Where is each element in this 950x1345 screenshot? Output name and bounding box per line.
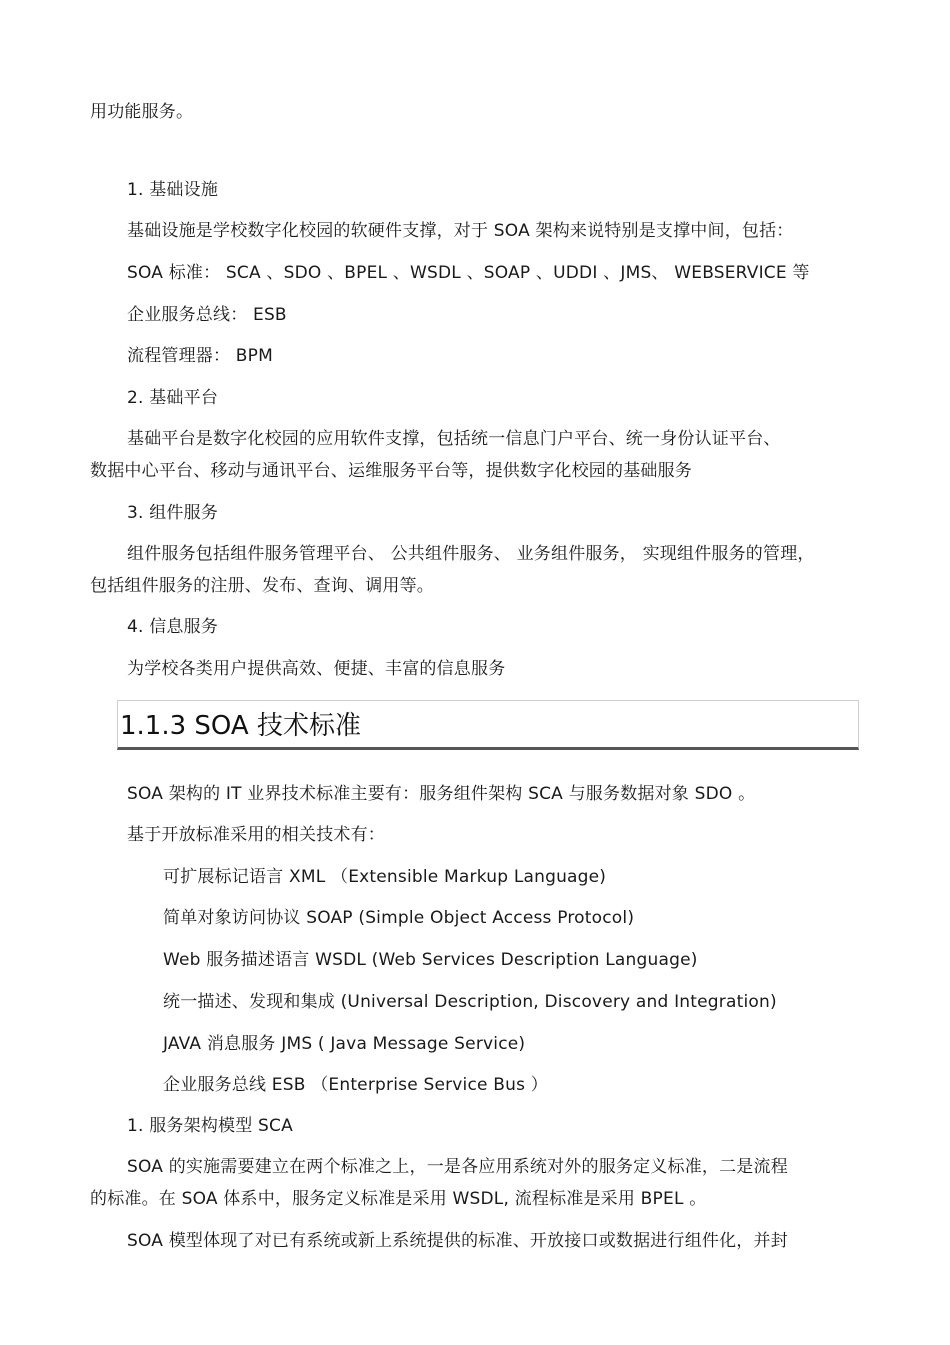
section-title-info: 4. 信息服务 — [127, 617, 219, 637]
section-title-component: 3. 组件服务 — [127, 503, 219, 523]
tech-item: 简单对象访问协议 SOAP (Simple Object Access Protocol) — [163, 908, 635, 928]
section-title-infrastructure: 1. 基础设施 — [127, 180, 219, 200]
text-line: 基于开放标准采用的相关技术有： — [127, 825, 385, 845]
text-line: 基础平台是数字化校园的应用软件支撑，包括统一信息门户平台、统一身份认证平台、 — [127, 429, 781, 449]
section-title-platform: 2. 基础平台 — [127, 388, 219, 408]
text-line: 的标准。在 SOA 体系中，服务定义标准是采用 WSDL, 流程标准是采用 BPEL 。 — [90, 1189, 707, 1209]
text-line: 数据中心平台、移动与通讯平台、运维服务平台等，提供数字化校园的基础服务 — [90, 461, 692, 481]
text-line: SOA 架构的 IT 业界技术标准主要有：服务组件架构 SCA 与服务数据对象 SDO 。 — [127, 784, 756, 804]
text-line: SOA 的实施需要建立在两个标准之上，一是各应用系统对外的服务定义标准，二是流程 — [127, 1157, 788, 1177]
tech-item: JAVA 消息服务 JMS ( Java Message Service) — [163, 1034, 526, 1054]
text-line: 组件服务包括组件服务管理平台、 公共组件服务、 业务组件服务， 实现组件服务的管理， — [127, 544, 815, 564]
section-title-sca: 1. 服务架构模型 SCA — [127, 1116, 293, 1136]
tech-item: 企业服务总线 ESB （Enterprise Service Bus ） — [163, 1075, 548, 1095]
text-line: 包括组件服务的注册、发布、查询、调用等。 — [90, 576, 434, 596]
text-line: 企业服务总线： ESB — [127, 305, 287, 325]
tech-item: 统一描述、发现和集成 (Universal Description, Discovery and Integration) — [163, 992, 777, 1012]
tech-item: Web 服务描述语言 WSDL (Web Services Description Language) — [163, 950, 698, 970]
text-line: 用功能服务。 — [90, 102, 194, 122]
section-heading-box — [117, 700, 859, 750]
text-line: SOA 标准： SCA 、SDO 、BPEL 、WSDL 、SOAP 、UDDI 、JMS、 WEBSERVICE 等 — [127, 263, 810, 283]
tech-item: 可扩展标记语言 XML （Extensible Markup Language) — [163, 867, 607, 887]
text-line: 为学校各类用户提供高效、便捷、丰富的信息服务 — [127, 659, 506, 679]
section-heading: 1.1.3 SOA 技术标准 — [120, 711, 361, 741]
text-line: 流程管理器： BPM — [127, 346, 273, 366]
text-line: 基础设施是学校数字化校园的软硬件支撑，对于 SOA 架构来说特别是支撑中间，包括： — [127, 221, 794, 241]
text-line: SOA 模型体现了对已有系统或新上系统提供的标准、开放接口或数据进行组件化，并封 — [127, 1231, 788, 1251]
